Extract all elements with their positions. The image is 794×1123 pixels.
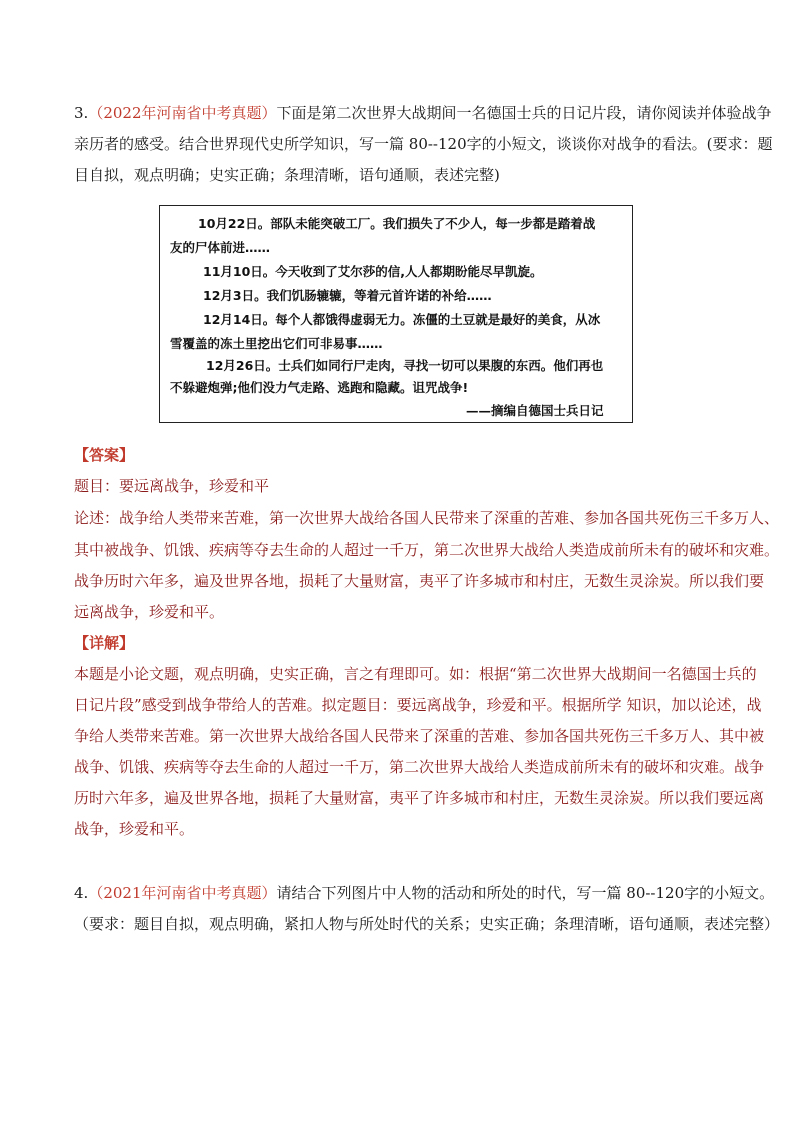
diary-line: 12月14日。每个人都饿得虚弱无力。冻僵的土豆就是最好的美食，从冰 <box>203 312 601 327</box>
diary-line: 12月3日。我们饥肠辘辘，等着元首许诺的补给…… <box>203 288 492 303</box>
q4-source: （2021年河南省中考真题） <box>88 884 277 902</box>
diary-line: 友的尸体前进…… <box>170 240 271 255</box>
q3-source: （2022年河南省中考真题） <box>88 104 277 122</box>
explain-heading: 【详解】 <box>74 634 135 652</box>
q4-line2: （要求：题目自拟，观点明确，紧扣人物与所处时代的关系；史实正确；条理清晰，语句通顺，表述完整） <box>74 915 780 933</box>
answer-line: 远离战争，珍爱和平。 <box>74 603 225 621</box>
explain-line: 本题是小论文题，观点明确，史实正确，言之有理即可。如：根据“第二次世界大战期间一名德国士兵的 <box>74 665 757 683</box>
answer-title: 题目：要远离战争，珍爱和平 <box>74 477 270 495</box>
q4-line1-text: 请结合下列图片中人物的活动和所处的时代，写一篇 80--120字的小短文。 <box>276 884 775 902</box>
diary-line: 不躲避炮弹;他们没力气走路、逃跑和隐藏。诅咒战争! <box>170 380 469 395</box>
explain-line: 战争，珍爱和平。 <box>74 820 195 838</box>
q3-line2: 亲历者的感受。结合世界现代史所学知识，写一篇 80--120字的小短文，谈谈你对战争的看法。(要求：题 <box>74 135 773 153</box>
diary-line: 12月26日。士兵们如同行尸走肉，寻找一切可以果腹的东西。他们再也 <box>206 358 604 373</box>
diary-line: 雪覆盖的冻土里挖出它们可非易事…… <box>170 336 383 351</box>
q3-line3: 目自拟，观点明确；史实正确；条理清晰，语句通顺，表述完整) <box>74 166 500 184</box>
explain-line: 战争、饥饿、疾病等夺去生命的人超过一千万，第二次世界大战给人类造成前所未有的破坏和灾难。战争 <box>74 758 765 776</box>
answer-line: 论述：战争给人类带来苦难，第一次世界大战给各国人民带来了深重的苦难、参加各国共死伤三千多万人、 <box>74 509 780 527</box>
answer-heading: 【答案】 <box>74 446 135 464</box>
q3-line1-text: 下面是第二次世界大战期间一名德国士兵的日记片段，请你阅读并体验战争 <box>276 104 772 122</box>
diary-quote-box <box>159 205 633 423</box>
explain-line: 历时六年多，遍及世界各地，损耗了大量财富，夷平了许多城市和村庄，无数生灵涂炭。所以我们要远离 <box>74 789 765 807</box>
answer-line: 其中被战争、饥饿、疾病等夺去生命的人超过一千万，第二次世界大战给人类造成前所未有的破坏和灾难。 <box>74 541 780 559</box>
answer-line: 战争历时六年多，遍及世界各地，损耗了大量财富，夷平了许多城市和村庄，无数生灵涂炭。所以我们要 <box>74 572 765 590</box>
q4-number: 4. <box>74 884 89 902</box>
diary-line: 10月22日。部队未能突破工厂。我们损失了不少人，每一步都是踏着战 <box>198 216 596 231</box>
q3-line1 <box>74 98 772 129</box>
q4-line1 <box>74 878 775 909</box>
explain-line: 争给人类带来苦难。第一次世界大战给各国人民带来了深重的苦难、参加各国共死伤三千多万人、其中被 <box>74 727 765 745</box>
explain-line: 日记片段”感受到战争带给人的苦难。拟定题目：要远离战争，珍爱和平。根据所学 知识，加以论述，战 <box>74 696 762 714</box>
diary-attribution: ——摘编自德国士兵日记 <box>466 403 604 418</box>
diary-line: 11月10日。今天收到了艾尔莎的信,人人都期盼能尽早凯旋。 <box>203 264 543 279</box>
q3-number: 3. <box>74 104 89 122</box>
